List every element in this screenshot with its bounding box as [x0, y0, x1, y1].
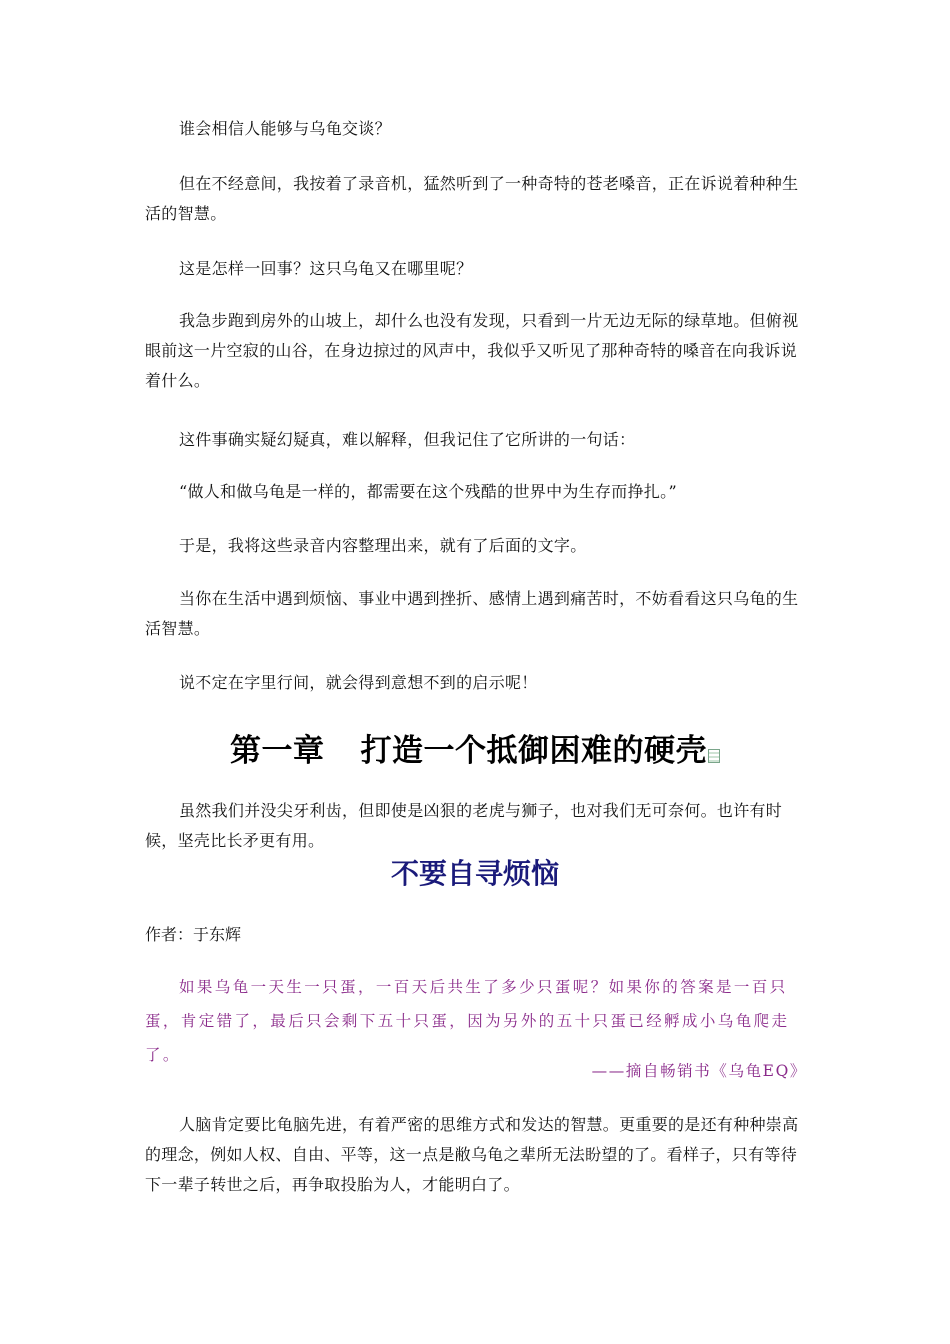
chapter-intro: 虽然我们并没尖牙利齿，但即使是凶狠的老虎与狮子，也对我们无可奈何。也许有时候，坚壳比长矛更有用。 — [145, 801, 783, 850]
paragraph-5: 这件事确实疑幻疑真，难以解释，但我记住了它所讲的一句话： — [179, 430, 636, 449]
paragraph-2: 但在不经意间，我按着了录音机，猛然听到了一种奇特的苍老嗓音，正在诉说着种种生活的智慧。 — [145, 174, 799, 223]
embedded-glyph-icon — [708, 749, 720, 763]
paragraph-6: “做人和做乌龟是一样的，都需要在这个残酷的世界中为生存而挣扎。” — [179, 482, 677, 501]
author-line: 作者：于东辉 — [145, 925, 242, 944]
paragraph-1: 谁会相信人能够与乌龟交谈？ — [179, 119, 391, 138]
paragraph-4: 我急步跑到房外的山坡上，却什么也没有发现，只看到一片无边无际的绿草地。但俯视眼前这一片空寂的山谷，在身边掠过的风声中，我似乎又听见了那种奇特的嗓音在向我诉说着什么。 — [145, 311, 799, 390]
chapter-heading — [0, 727, 950, 775]
chapter-number: 第一章 — [230, 733, 325, 769]
epigraph-source: ——摘自畅销书《乌龟EQ》 — [591, 1062, 807, 1080]
paragraph-8: 当你在生活中遇到烦恼、事业中遇到挫折、感情上遇到痛苦时，不妨看看这只乌龟的生活智慧。 — [145, 589, 799, 638]
paragraph-9: 说不定在字里行间，就会得到意想不到的启示呢！ — [179, 673, 538, 692]
paragraph-7: 于是，我将这些录音内容整理出来，就有了后面的文字。 — [179, 536, 587, 555]
paragraph-3: 这是怎样一回事？这只乌龟又在哪里呢？ — [179, 259, 473, 278]
epigraph-quote: 如果乌龟一天生一只蛋，一百天后共生了多少只蛋呢？如果你的答案是一百只蛋，肯定错了，最后只会剩下五十只蛋，因为另外的五十只蛋已经孵成小乌龟爬走了。 — [145, 978, 790, 1064]
section-body-paragraph: 人脑肯定要比龟脑先进，有着严密的思维方式和发达的智慧。更重要的是还有种种崇高的理念，例如人权、自由、平等，这一点是敝乌龟之辈所无法盼望的了。看样子，只有等待下一辈子转世之后，再争取投胎为人，才能明白了。 — [145, 1115, 799, 1194]
section-title: 不要自寻烦恼 — [390, 857, 559, 890]
chapter-title: 打造一个抵御困难的硬壳 — [360, 733, 707, 769]
